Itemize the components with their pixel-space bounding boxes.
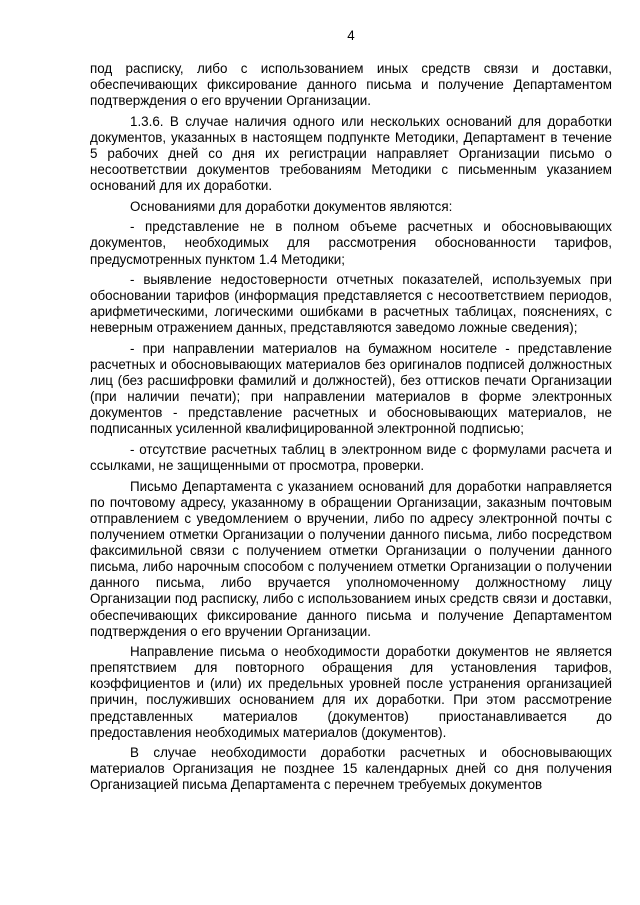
- paragraph-letter-delivery: Письмо Департамента с указанием оснований для доработки направляется по почтовому адресу, указанному в обращении Организации, заказным почтовым отправлением с уведомлением о вручении, либо по адресу электронной почты с получением отметки Организации о получении данного письма, либо посредством факсимильной связи с получением отметки Организации о получении данного письма, либо нарочным способом с получением отметки Организации о получении данного письма, либо вручается уполномоченному должностному лицу Организации под расписку, либо с использованием иных средств связи и доставки, обеспечивающих фиксирование данного письма и получение Департаментом подтверждения о его вручении Организации.: [90, 478, 612, 639]
- list-item-unreliable-indicators: - выявление недостоверности отчетных показателей, используемых при обосновании тарифов (информация представляется с несоответствием периодов, арифметическими, логическими ошибками в расчетных таблицах, пояснениях, с неверным отражением данных, представляются заведомо ложные сведения);: [90, 272, 612, 336]
- paragraph-clause-1-3-6: 1.3.6. В случае наличия одного или нескольких оснований для доработки документов, указанных в настоящем подпункте Методики, Департамент в течение 5 рабочих дней со дня их регистрации направляет Организации письмо о несоответствии документов требованиям Методики с письменным указанием оснований для их доработки.: [90, 113, 612, 194]
- list-item-missing-signatures: - при направлении материалов на бумажном носителе - представление расчетных и обосновывающих материалов без оригиналов подписей должностных лиц (без расшифровки фамилий и должностей), без оттисков печати Организации (при наличии печати); при направлении материалов в форме электронных документов - представление расчетных и обосновывающих материалов, не подписанных усиленной квалифицированной электронной подписью;: [90, 341, 612, 437]
- paragraph-grounds-intro: Основаниями для доработки документов являются:: [130, 198, 453, 214]
- list-item-missing-electronic-tables: - отсутствие расчетных таблиц в электронном виде с формулами расчета и ссылками, не защищенными от просмотра, проверки.: [90, 442, 612, 474]
- paragraph-revision-deadline: В случае необходимости доработки расчетных и обосновывающих материалов Организация не позднее 15 календарных дней со дня получения Организацией письма Департамента с перечнем требуемых документов: [90, 745, 612, 793]
- page-number: 4: [347, 28, 355, 43]
- paragraph-continuation: под расписку, либо с использованием иных средств связи и доставки, обеспечивающих фиксирование данного письма и получение Департаментом подтверждения о его вручении Организации.: [90, 61, 612, 109]
- paragraph-resubmission: Направление письма о необходимости доработки документов не является препятствием для повторного обращения для установления тарифов, коэффициентов и (или) их предельных уровней после устранения организацией причин, послуживших основанием для их доработки. При этом рассмотрение представленных материалов (документов) приостанавливается до предоставления необходимых материалов (документов).: [90, 644, 612, 740]
- document-page: [90, 28, 612, 798]
- list-item-incomplete-documents: - представление не в полном объеме расчетных и обосновывающих документов, необходимых для рассмотрения обоснованности тарифов, предусмотренных пунктом 1.4 Методики;: [90, 219, 612, 267]
